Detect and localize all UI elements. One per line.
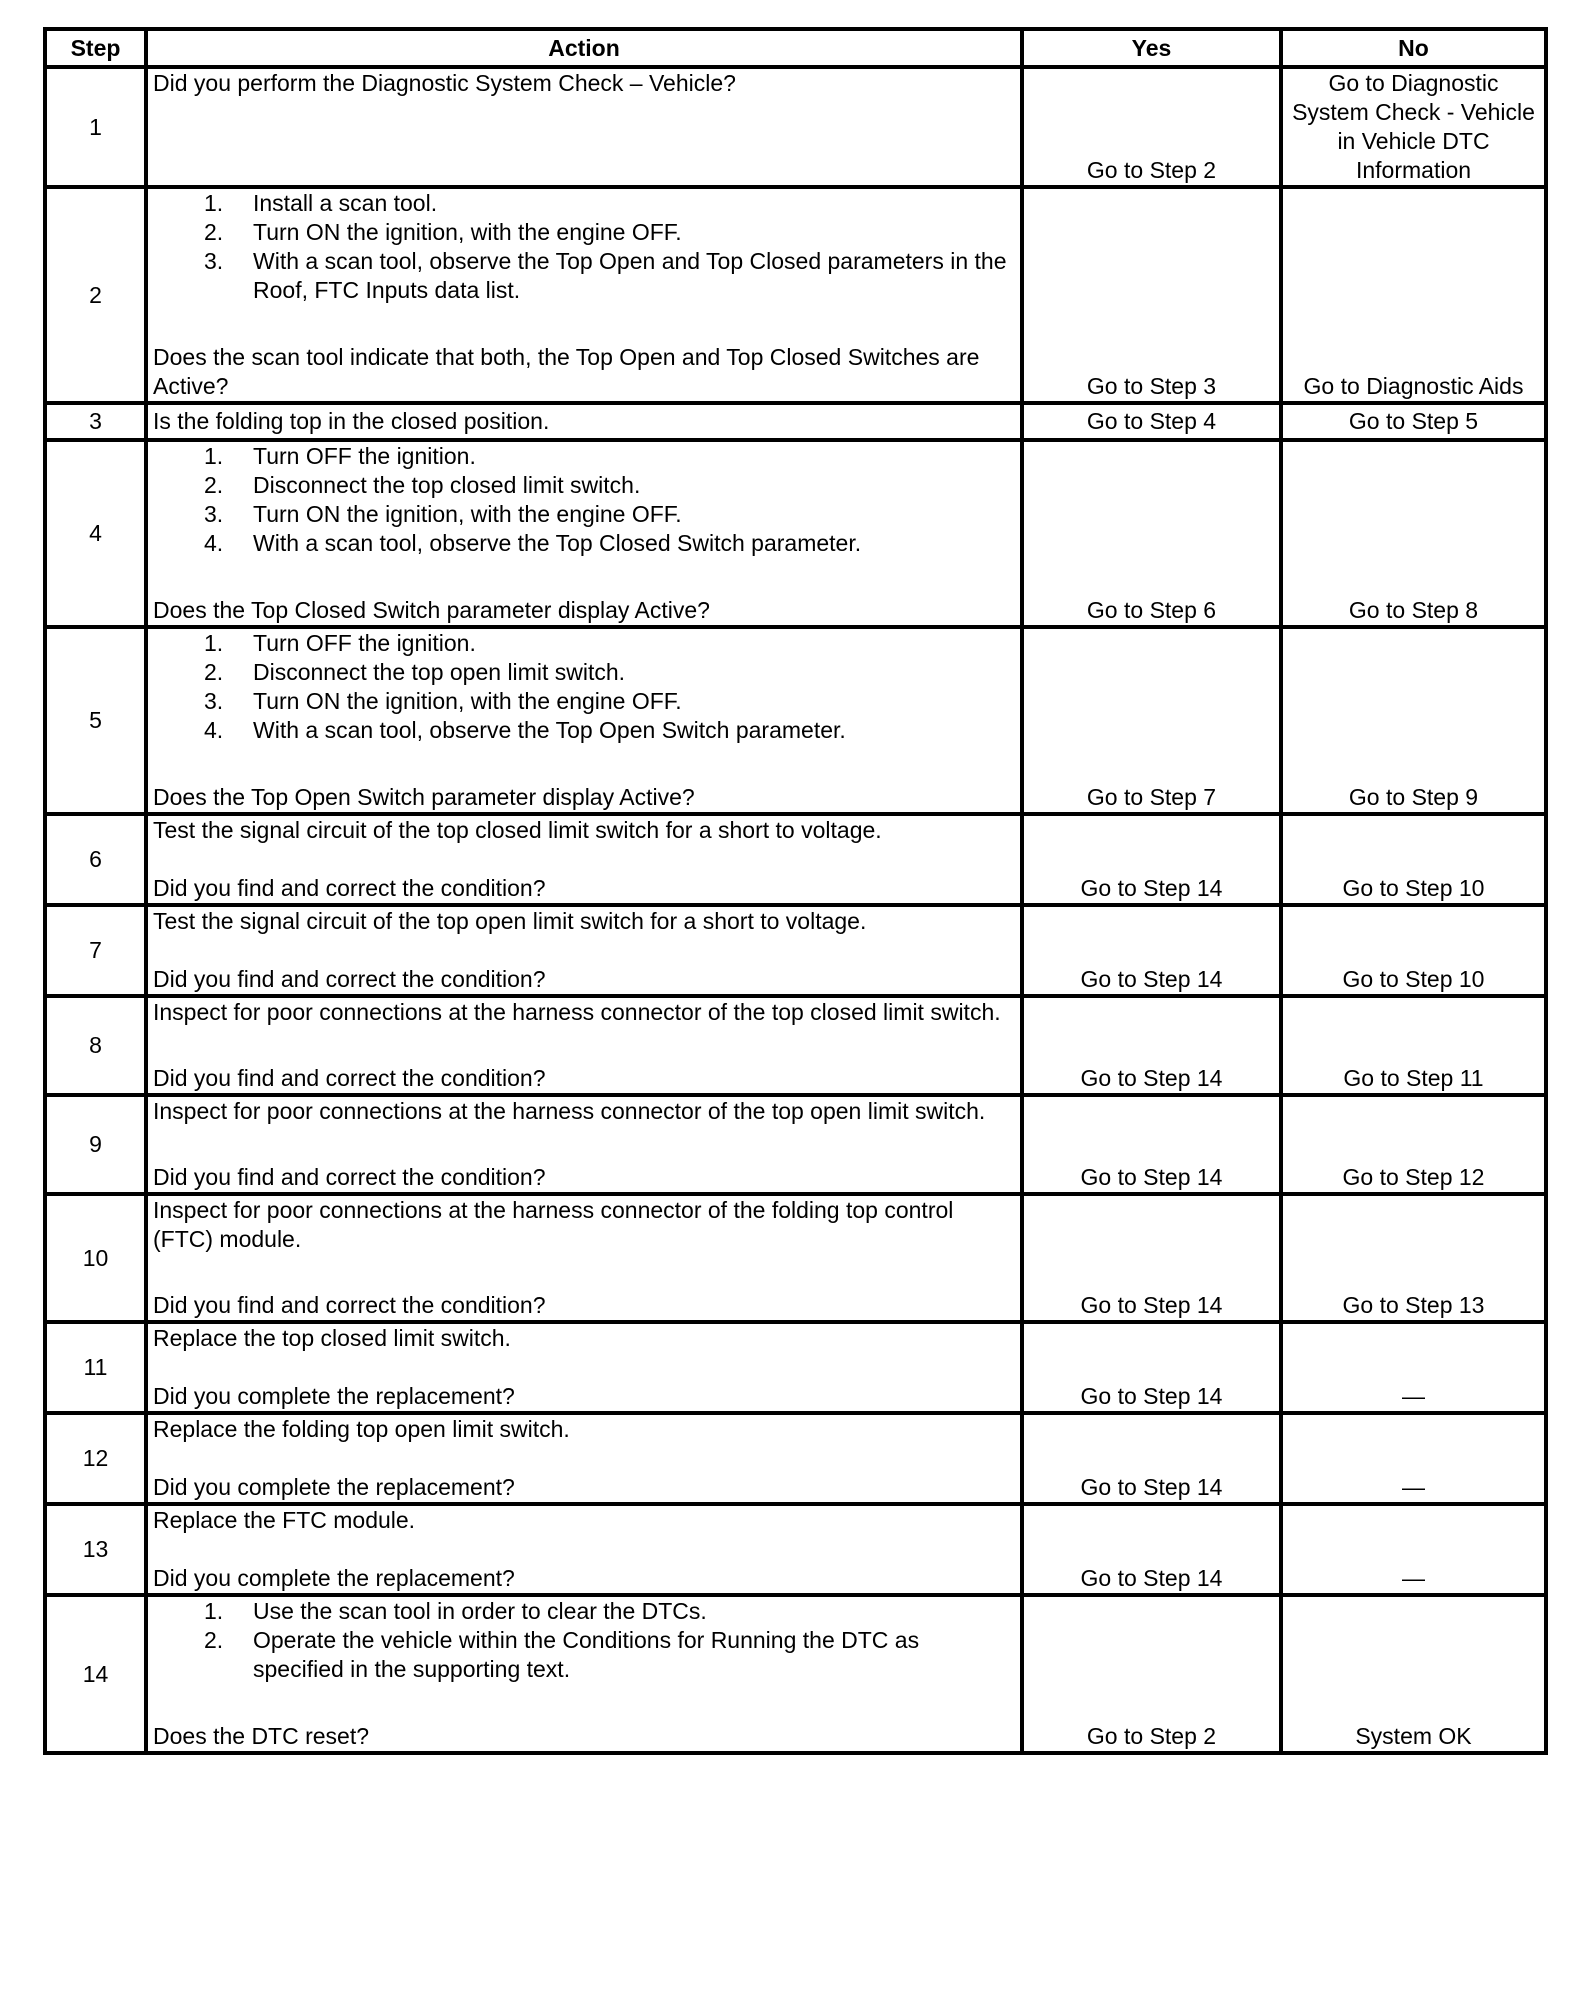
- table-row: [45, 440, 1546, 627]
- table-row: [45, 1095, 1546, 1194]
- header-yes: Yes: [1022, 29, 1281, 67]
- action-cell: [146, 440, 1022, 627]
- table-row: [45, 1595, 1546, 1753]
- action-text: Inspect for poor connections at the harness connector of the top open limit switch.: [153, 1098, 986, 1124]
- substep-list: [153, 1597, 1015, 1684]
- action-cell: [146, 1095, 1022, 1194]
- action-text: Replace the FTC module.: [153, 1507, 416, 1533]
- substep-item: 2. Operate the vehicle within the Conditions for Running the DTC as specified in the supporting text.: [204, 1627, 920, 1682]
- no-cell: Go to Diagnostic System Check - Vehicle in Vehicle DTC Information: [1281, 67, 1546, 187]
- step-number: 7: [45, 905, 146, 996]
- no-cell: Go to Step 5: [1281, 403, 1546, 440]
- substep-item: 4. With a scan tool, observe the Top Closed Switch parameter.: [204, 530, 862, 556]
- header-action: Action: [146, 29, 1022, 67]
- step-number: 13: [45, 1504, 146, 1595]
- substep-item: 3. Turn ON the ignition, with the engine OFF.: [204, 688, 682, 714]
- action-cell: [146, 187, 1022, 403]
- yes-cell: Go to Step 2: [1022, 67, 1281, 187]
- action-cell: [146, 67, 1022, 187]
- yes-cell: Go to Step 14: [1022, 1413, 1281, 1504]
- no-cell: System OK: [1281, 1595, 1546, 1753]
- table-row: [45, 187, 1546, 403]
- question-text: Did you find and correct the condition?: [153, 1292, 546, 1318]
- action-cell: [146, 1595, 1022, 1753]
- question-text: Did you find and correct the condition?: [153, 966, 546, 992]
- action-text: Inspect for poor connections at the harness connector of the top closed limit switch.: [153, 999, 1001, 1025]
- action-cell: [146, 1504, 1022, 1595]
- yes-cell: Go to Step 4: [1022, 403, 1281, 440]
- table-row: [45, 1413, 1546, 1504]
- step-number: 10: [45, 1194, 146, 1322]
- question-text: Did you complete the replacement?: [153, 1383, 515, 1409]
- question-text: Does the DTC reset?: [153, 1723, 370, 1749]
- step-number: 2: [45, 187, 146, 403]
- table-row: [45, 627, 1546, 814]
- table-row: [45, 905, 1546, 996]
- yes-cell: Go to Step 14: [1022, 1095, 1281, 1194]
- question-text: Did you complete the replacement?: [153, 1565, 515, 1591]
- no-cell: Go to Step 13: [1281, 1194, 1546, 1322]
- action-cell: [146, 1194, 1022, 1322]
- question-text: Did you find and correct the condition?: [153, 1164, 546, 1190]
- substep-list: [153, 189, 1015, 305]
- diagnostic-table: [43, 27, 1548, 1755]
- table-row: [45, 996, 1546, 1095]
- no-cell: Go to Step 12: [1281, 1095, 1546, 1194]
- substep-item: 1. Install a scan tool.: [204, 190, 438, 216]
- substep-item: 2. Turn ON the ignition, with the engine OFF.: [204, 219, 682, 245]
- step-number: 5: [45, 627, 146, 814]
- action-cell: [146, 814, 1022, 905]
- substep-item: 3. Turn ON the ignition, with the engine OFF.: [204, 501, 682, 527]
- no-cell: —: [1281, 1504, 1546, 1595]
- action-text: Test the signal circuit of the top open limit switch for a short to voltage.: [153, 908, 867, 934]
- step-number: 9: [45, 1095, 146, 1194]
- no-cell: —: [1281, 1322, 1546, 1413]
- substep-item: 1. Turn OFF the ignition.: [204, 443, 476, 469]
- step-number: 1: [45, 67, 146, 187]
- step-number: 3: [45, 403, 146, 440]
- substep-list: [153, 629, 1015, 745]
- question-text: Did you find and correct the condition?: [153, 1065, 546, 1091]
- yes-cell: Go to Step 14: [1022, 905, 1281, 996]
- step-number: 12: [45, 1413, 146, 1504]
- substep-item: 3. With a scan tool, observe the Top Open and Top Closed parameters in the Roof, FTC Inputs data list.: [204, 248, 1007, 303]
- table-row: [45, 67, 1546, 187]
- table-row: [45, 1322, 1546, 1413]
- action-text: Test the signal circuit of the top closed limit switch for a short to voltage.: [153, 817, 882, 843]
- substep-item: 1. Use the scan tool in order to clear the DTCs.: [204, 1598, 707, 1624]
- step-number: 8: [45, 996, 146, 1095]
- table-row: [45, 1504, 1546, 1595]
- action-text: Is the folding top in the closed position.: [153, 408, 550, 434]
- action-text: Replace the top closed limit switch.: [153, 1325, 511, 1351]
- action-cell: [146, 905, 1022, 996]
- no-cell: Go to Diagnostic Aids: [1281, 187, 1546, 403]
- step-number: 11: [45, 1322, 146, 1413]
- yes-cell: Go to Step 7: [1022, 627, 1281, 814]
- action-cell: [146, 627, 1022, 814]
- yes-cell: Go to Step 14: [1022, 996, 1281, 1095]
- substep-item: 2. Disconnect the top open limit switch.: [204, 659, 626, 685]
- yes-cell: Go to Step 3: [1022, 187, 1281, 403]
- table-row: [45, 1194, 1546, 1322]
- header-step: Step: [45, 29, 146, 67]
- step-number: 14: [45, 1595, 146, 1753]
- question-text: Does the scan tool indicate that both, the Top Open and Top Closed Switches are Active?: [153, 344, 980, 399]
- step-number: 6: [45, 814, 146, 905]
- question-text: Does the Top Open Switch parameter display Active?: [153, 784, 695, 810]
- yes-cell: Go to Step 2: [1022, 1595, 1281, 1753]
- table-row: [45, 403, 1546, 440]
- action-cell: [146, 403, 1022, 440]
- question-text: Did you find and correct the condition?: [153, 875, 546, 901]
- yes-cell: Go to Step 14: [1022, 1194, 1281, 1322]
- step-number: 4: [45, 440, 146, 627]
- no-cell: Go to Step 9: [1281, 627, 1546, 814]
- action-cell: [146, 996, 1022, 1095]
- action-text: Inspect for poor connections at the harness connector of the folding top control (FTC) module.: [153, 1197, 954, 1252]
- yes-cell: Go to Step 14: [1022, 1504, 1281, 1595]
- question-text: Does the Top Closed Switch parameter display Active?: [153, 597, 710, 623]
- substep-list: [153, 442, 1015, 558]
- action-text: Replace the folding top open limit switch.: [153, 1416, 570, 1442]
- yes-cell: Go to Step 6: [1022, 440, 1281, 627]
- yes-cell: Go to Step 14: [1022, 1322, 1281, 1413]
- header-no: No: [1281, 29, 1546, 67]
- no-cell: Go to Step 11: [1281, 996, 1546, 1095]
- no-cell: —: [1281, 1413, 1546, 1504]
- question-text: Did you complete the replacement?: [153, 1474, 515, 1500]
- action-cell: [146, 1413, 1022, 1504]
- table-row: [45, 814, 1546, 905]
- header-row: [45, 29, 1546, 67]
- no-cell: Go to Step 10: [1281, 905, 1546, 996]
- substep-item: 4. With a scan tool, observe the Top Open Switch parameter.: [204, 717, 846, 743]
- no-cell: Go to Step 8: [1281, 440, 1546, 627]
- action-cell: [146, 1322, 1022, 1413]
- yes-cell: Go to Step 14: [1022, 814, 1281, 905]
- substep-item: 1. Turn OFF the ignition.: [204, 630, 476, 656]
- substep-item: 2. Disconnect the top closed limit switch.: [204, 472, 641, 498]
- action-text: Did you perform the Diagnostic System Check – Vehicle?: [153, 70, 736, 96]
- no-cell: Go to Step 10: [1281, 814, 1546, 905]
